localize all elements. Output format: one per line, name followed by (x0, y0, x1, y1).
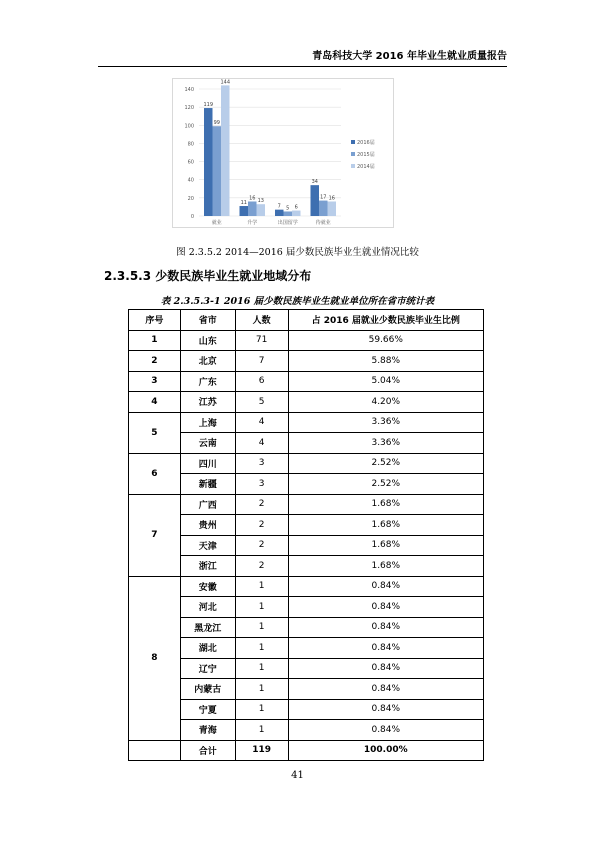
row-seq: 2 (129, 351, 181, 372)
row-seq: 7 (129, 494, 181, 576)
table-row (129, 371, 484, 392)
row-seq: 8 (129, 576, 181, 740)
row-ratio: 0.84% (288, 576, 483, 597)
row-count: 1 (235, 699, 288, 720)
legend-label: 2014届 (357, 164, 375, 170)
table-row (129, 699, 484, 720)
table-header-row (129, 310, 484, 331)
bar (275, 210, 284, 216)
bar (257, 204, 266, 216)
y-tick-label: 100 (184, 123, 194, 130)
total-seq-empty (129, 740, 181, 761)
bar (311, 185, 320, 216)
row-count: 71 (235, 330, 288, 351)
bar (213, 126, 222, 216)
y-tick-label: 40 (187, 177, 194, 184)
row-count: 5 (235, 392, 288, 413)
header-count: 人数 (235, 310, 288, 331)
row-count: 1 (235, 576, 288, 597)
data-label: 119 (203, 102, 214, 109)
row-province: 广西 (180, 494, 235, 515)
bar-chart (172, 78, 394, 228)
row-ratio: 1.68% (288, 556, 483, 577)
row-seq: 1 (129, 330, 181, 351)
table-caption: 表 2.3.5.3-1 2016 届少数民族毕业生就业单位所在省市统计表 (160, 296, 435, 307)
category-label: 升学 (247, 220, 258, 226)
table-row (129, 535, 484, 556)
row-province: 四川 (180, 453, 235, 474)
row-ratio: 1.68% (288, 494, 483, 515)
category-label: 待就业 (315, 220, 331, 226)
row-province: 广东 (180, 371, 235, 392)
row-seq: 3 (129, 371, 181, 392)
table-row (129, 351, 484, 372)
table-row (129, 638, 484, 659)
row-count: 4 (235, 433, 288, 454)
row-province: 宁夏 (180, 699, 235, 720)
bar (292, 211, 301, 216)
bar (248, 201, 257, 216)
row-province: 贵州 (180, 515, 235, 536)
row-seq: 5 (129, 412, 181, 453)
legend-label: 2016届 (357, 140, 375, 146)
table-row (129, 597, 484, 618)
y-tick-label: 120 (184, 105, 194, 112)
figure-caption: 图 2.3.5.2 2014—2016 届少数民族毕业生就业情况比较 (176, 247, 419, 258)
province-table (128, 309, 484, 761)
row-ratio: 5.04% (288, 371, 483, 392)
row-province: 上海 (180, 412, 235, 433)
y-tick-label: 140 (184, 87, 194, 93)
header-seq: 序号 (129, 310, 181, 331)
row-province: 北京 (180, 351, 235, 372)
row-count: 1 (235, 597, 288, 618)
row-province: 山东 (180, 330, 235, 351)
row-ratio: 0.84% (288, 720, 483, 741)
row-ratio: 2.52% (288, 453, 483, 474)
row-province: 辽宁 (180, 658, 235, 679)
row-count: 1 (235, 617, 288, 638)
y-tick-label: 80 (187, 141, 194, 148)
row-count: 6 (235, 371, 288, 392)
data-label: 5 (286, 205, 290, 212)
legend-swatch (351, 140, 355, 144)
section-title: 2.3.5.3 少数民族毕业生就业地域分布 (104, 269, 312, 283)
bar-chart-svg (173, 79, 393, 227)
y-tick-label: 0 (190, 214, 194, 220)
page-header: 青岛科技大学 2016 年毕业生就业质量报告 (98, 47, 507, 67)
category-label: 就业 (211, 220, 222, 226)
data-label: 34 (311, 179, 318, 186)
data-label: 6 (294, 204, 298, 211)
bar (240, 206, 249, 216)
row-count: 2 (235, 556, 288, 577)
y-tick-label: 20 (187, 195, 194, 202)
row-province: 内蒙古 (180, 679, 235, 700)
row-ratio: 0.84% (288, 638, 483, 659)
row-province: 天津 (180, 535, 235, 556)
bar (284, 211, 293, 216)
total-ratio: 100.00% (288, 740, 483, 761)
table-row (129, 617, 484, 638)
row-ratio: 0.84% (288, 679, 483, 700)
row-ratio: 1.68% (288, 535, 483, 556)
row-count: 4 (235, 412, 288, 433)
table-total-row (129, 740, 484, 761)
row-ratio: 59.66% (288, 330, 483, 351)
table-row (129, 330, 484, 351)
total-label: 合计 (180, 740, 235, 761)
row-count: 1 (235, 679, 288, 700)
data-label: 17 (320, 194, 327, 201)
data-label: 16 (328, 195, 335, 202)
row-province: 新疆 (180, 474, 235, 495)
row-count: 2 (235, 535, 288, 556)
row-count: 3 (235, 453, 288, 474)
row-province: 黑龙江 (180, 617, 235, 638)
table-row (129, 453, 484, 474)
row-ratio: 3.36% (288, 433, 483, 454)
data-label: 16 (249, 195, 256, 202)
y-tick-label: 60 (187, 159, 194, 166)
table-row (129, 474, 484, 495)
bar (328, 201, 337, 216)
table-row (129, 515, 484, 536)
legend-swatch (351, 164, 355, 168)
row-province: 江苏 (180, 392, 235, 413)
row-province: 青海 (180, 720, 235, 741)
row-province: 河北 (180, 597, 235, 618)
row-seq: 6 (129, 453, 181, 494)
table-row (129, 576, 484, 597)
row-ratio: 0.84% (288, 617, 483, 638)
table-row (129, 556, 484, 577)
row-ratio: 5.88% (288, 351, 483, 372)
row-ratio: 4.20% (288, 392, 483, 413)
row-ratio: 2.52% (288, 474, 483, 495)
data-label: 7 (277, 203, 281, 210)
table-row (129, 658, 484, 679)
table-row (129, 494, 484, 515)
header-province: 省市 (180, 310, 235, 331)
row-ratio: 1.68% (288, 515, 483, 536)
row-count: 1 (235, 638, 288, 659)
row-province: 云南 (180, 433, 235, 454)
category-label: 出国留学 (277, 220, 298, 226)
legend-label: 2015届 (357, 152, 375, 158)
row-ratio: 0.84% (288, 658, 483, 679)
row-seq: 4 (129, 392, 181, 413)
total-count: 119 (235, 740, 288, 761)
legend-swatch (351, 152, 355, 156)
row-ratio: 3.36% (288, 412, 483, 433)
data-label: 144 (220, 79, 231, 86)
row-count: 3 (235, 474, 288, 495)
bar (319, 201, 328, 216)
data-label: 13 (257, 198, 264, 205)
row-count: 2 (235, 515, 288, 536)
row-ratio: 0.84% (288, 699, 483, 720)
table-row (129, 412, 484, 433)
data-label: 99 (213, 120, 220, 127)
row-province: 浙江 (180, 556, 235, 577)
bar (204, 108, 213, 216)
table-row (129, 392, 484, 413)
row-count: 7 (235, 351, 288, 372)
row-count: 2 (235, 494, 288, 515)
row-province: 安徽 (180, 576, 235, 597)
table-row (129, 720, 484, 741)
row-ratio: 0.84% (288, 597, 483, 618)
table-row (129, 433, 484, 454)
row-count: 1 (235, 658, 288, 679)
header-ratio: 占 2016 届就业少数民族毕业生比例 (288, 310, 483, 331)
row-province: 湖北 (180, 638, 235, 659)
table-row (129, 679, 484, 700)
row-count: 1 (235, 720, 288, 741)
page-number: 41 (291, 770, 304, 781)
bar (221, 85, 230, 216)
data-label: 11 (240, 200, 247, 207)
